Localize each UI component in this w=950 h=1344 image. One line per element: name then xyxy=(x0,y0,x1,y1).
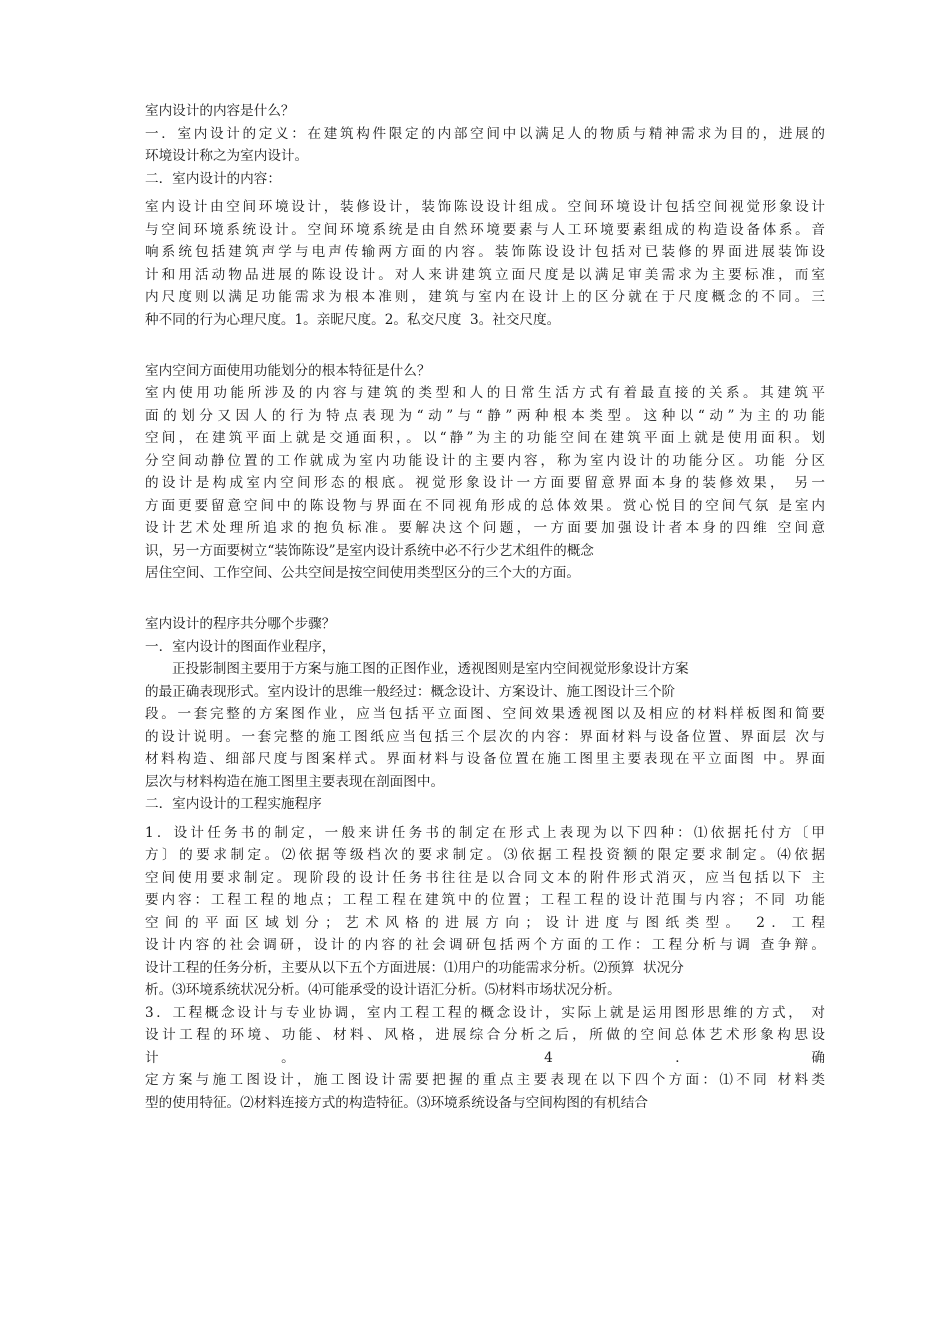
text-line: 内尺度则以满足功能需求为根本准则，建筑与室内在设计上的区分就在于尺度概念的不同。三 xyxy=(145,289,825,305)
text-line: 型的使用特征。⑵材料连接方式的构造特征。⑶环境系统设备与空间构图的有机结合 xyxy=(145,1094,648,1111)
text-line: 空间使用要求制定。现阶段的设计任务书往往是以合同文本的附件形式消灭，应当包括以下 主 xyxy=(145,869,825,886)
text-line: 1．设计任务书的制定，一般来讲任务书的制定在形式上表现为以下四种：⑴依据托付方〔甲 xyxy=(145,824,825,841)
text-line: 的设计是构成室内空间形态的根底。视觉形象设计一方面要留意界面本身的装修效果， 另一 xyxy=(145,475,825,491)
text-line: 计和用活动物品进展的陈设设计。对人来讲建筑立面尺度是以满足审美需求为主要标准，而室 xyxy=(145,266,825,283)
text-line: 响系统包括建筑声学与电声传输两方面的内容。装饰陈设设计包括对已装修的界面进展装饰设 xyxy=(145,244,825,260)
text-line: 析。⑶环境系统状况分析。⑷可能承受的设计语汇分析。⑸材料市场状况分析。 xyxy=(145,982,621,998)
text-line: 的设计说明。一套完整的施工图纸应当包括三个层次的内容：界面材料与设备位置、界面层 次与 xyxy=(145,728,825,745)
text-line: 段。一套完整的方案图作业，应当包括平立面图、空间效果透视图以及相应的材料样板图和简要 xyxy=(145,706,825,722)
text-line: 设计工程的任务分析，主要从以下五个方面进展：⑴用户的功能需求分析。⑵预算 状况分 xyxy=(145,959,684,976)
text-line: 面的划分又因人的行为特点表现为“动”与“静”两种根本类型。这种以“动”为主的功能 xyxy=(145,407,825,424)
text-line: 居住空间、工作空间、公共空间是按空间使用类型区分的三个大的方面。 xyxy=(145,565,580,581)
text-line: 要内容：工程工程的地点；工程工程在建筑中的位置；工程工程的设计范围与内容；不同 功能 xyxy=(145,892,825,908)
subheading: 一．室内设计的图面作业程序， xyxy=(145,638,336,655)
text-line: 设计艺术处理所追求的抱负标准。要解决这个问题，一方面要加强设计者本身的四维 空间意 xyxy=(145,520,825,536)
text-line: 层次与材料构造在施工图里主要表现在剖面图中。 xyxy=(145,773,445,790)
text-line: 与空间环境系统设计。空间环境系统是由自然环境要素与人工环境要素组成的构造设备体系。音 xyxy=(145,221,825,238)
text-line: 方面更要留意空间中的陈设物与界面在不同视角形成的总体效果。赏心悦目的空间气氛 是室内 xyxy=(145,497,825,514)
text-line: 空间，在建筑平面上就是交通面积，。以“静”为主的功能空间在建筑平面上就是使用面积。划 xyxy=(145,430,825,446)
subheading: 二．室内设计的工程实施程序 xyxy=(145,796,322,812)
text-line: 空间的平面区域划分；艺术风格的进展方向；设计进度与图纸类型。 2．工程 xyxy=(145,914,825,931)
subheading: 二．室内设计的内容： xyxy=(145,170,281,187)
section-title: 室内设计的程序共分哪个步骤？ xyxy=(145,616,336,632)
text-line: 室内设计由空间环境设计，装修设计，装饰陈设设计组成。空间环境设计包括空间视觉形象设计 xyxy=(145,199,825,215)
text-line: 正投影制图主要用于方案与施工图的正图作业，透视图则是室内空间视觉形象设计方案 xyxy=(172,661,689,677)
text-line: 计。 4．确 xyxy=(145,1049,825,1066)
text-line: 材料构造、细部尺度与图案样式。界面材料与设备位置在施工图里主要表现在平立面图 中。界面 xyxy=(145,751,825,767)
section-title: 室内空间方面使用功能划分的根本特征是什么？ xyxy=(145,362,431,379)
text-line: 分空间动静位置的工作就成为室内功能设计的主要内容，称为室内设计的功能分区。功能 分区 xyxy=(145,452,825,469)
text-line: 环境设计称之为室内设计。 xyxy=(145,148,309,164)
text-line: 种不同的行为心理尺度。1。亲昵尺度。2。私交尺度 3。社交尺度。 xyxy=(145,311,561,328)
document-page xyxy=(145,100,825,1114)
text-line: 识，另一方面要树立“装饰陈设”是室内设计系统中必不行少艺术组件的概念 xyxy=(145,542,594,559)
text-line: 方〕的要求制定。⑵依据等级档次的要求制定。⑶依据工程投资额的限定要求制定。⑷依据 xyxy=(145,847,825,863)
text-line: 3．工程概念设计与专业协调，室内工程工程的概念设计，实际上就是运用图形思维的方式， 对 xyxy=(145,1004,825,1021)
text-line: 一．室内设计的定义：在建筑构件限定的内部空间中以满足人的物质与精神需求为目的，进展的 xyxy=(145,125,825,142)
text-line: 设计内容的社会调研，设计的内容的社会调研包括两个方面的工作：工程分析与调 查争辩。 xyxy=(145,937,825,953)
text-line: 室内使用功能所涉及的内容与建筑的类型和人的日常生活方式有着最直接的关系。其建筑平 xyxy=(145,385,825,401)
text-line: 设计工程的环境、功能、材料、风格，进展综合分析之后，所做的空间总体艺术形象构思设 xyxy=(145,1027,825,1043)
text-line: 定方案与施工图设计，施工图设计需要把握的重点主要表现在以下四个方面：⑴不同 材料类 xyxy=(145,1072,825,1088)
text-line: 的最正确表现形式。室内设计的思维一般经过：概念设计、方案设计、施工图设计三个阶 xyxy=(145,683,676,700)
section-title: 室内设计的内容是什么？ xyxy=(145,103,295,119)
